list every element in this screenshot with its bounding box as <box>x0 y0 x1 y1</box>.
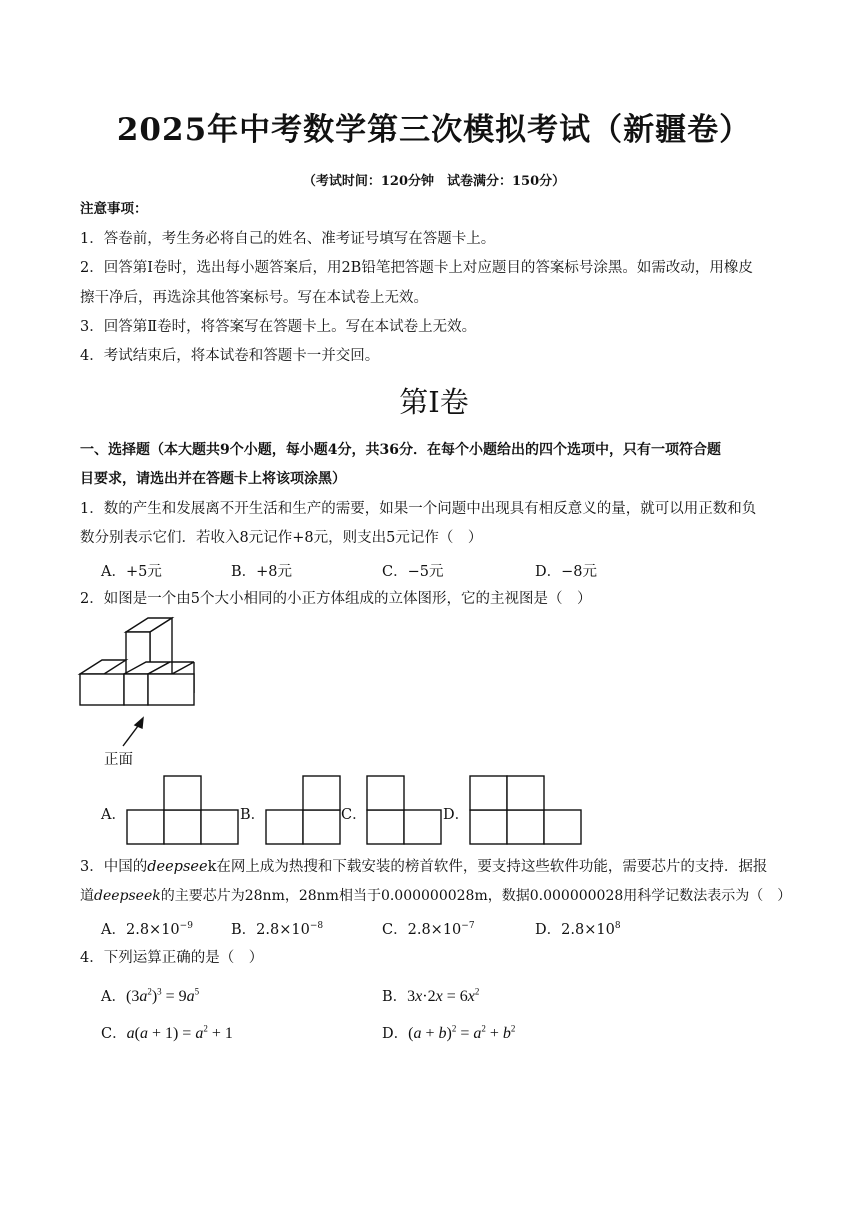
q2-option-d-label[interactable]: D． <box>443 807 470 823</box>
q1-option-c[interactable]: C．−5元 <box>382 564 444 580</box>
notice-item-3: 3．回答第Ⅱ卷时，将答案写在答题卡上。写在本试卷上无效。 <box>80 319 477 335</box>
part1-heading-b: 目要求，请选出并在答题卡上将该项涂黑） <box>80 471 346 487</box>
q3-text-b: 道deepseek的主要芯片为28nm，28nm相当于0.000000028m，数据0.000000028用科学记数法表示为（ ） <box>80 888 792 904</box>
q4-option-c[interactable]: C．$a(a + 1) = a^2 + 1$ <box>101 1023 233 1042</box>
deepseek-term-full: deepseek <box>94 888 161 904</box>
q2-option-a-label[interactable]: A． <box>101 807 126 823</box>
part1-heading-a: 一、选择题（本大题共9个小题，每小题4分，共36分．在每个小题给出的四个选项中，只有一项符合题 <box>80 442 721 458</box>
q2-text: 2．如图是一个由5个大小相同的小正方体组成的立体图形，它的主视图是（ ） <box>80 591 592 607</box>
deepseek-term: deepsee <box>147 859 208 875</box>
page-title: 2025年中考数学第三次模拟考试（新疆卷） <box>116 112 752 148</box>
cube-figure <box>76 614 201 710</box>
notice-item-2b: 擦干净后，再选涂其他答案标号。写在本试卷上无效。 <box>80 290 428 306</box>
notice-item-2a: 2．回答第Ⅰ卷时，选出每小题答案后，用2B铅笔把答题卡上对应题目的答案标号涂黑。如需改动，用橡皮 <box>80 260 753 276</box>
q3-option-c[interactable]: C．$2.8\times 10^{-7}$ <box>382 921 475 938</box>
q1-option-d[interactable]: D．−8元 <box>535 564 598 580</box>
q2-option-a-view[interactable] <box>126 774 240 846</box>
q1-text-b: 数分别表示它们．若收入8元记作+8元，则支出5元记作（ ） <box>80 530 483 546</box>
q4-option-b[interactable]: B．$3x\cdot 2x = 6x^2$ <box>382 986 480 1005</box>
notice-heading: 注意事项： <box>80 201 148 217</box>
q2-option-d-view[interactable] <box>469 774 583 846</box>
q3-option-d[interactable]: D．$2.8\times 10^8$ <box>535 921 621 938</box>
q2-option-b-view[interactable] <box>265 774 343 846</box>
q1-text-a: 1．数的产生和发展离不开生活和生产的需要，如果一个问题中出现具有相反意义的量，就可以用正数和负 <box>80 501 757 517</box>
q1-option-a[interactable]: A．+5元 <box>101 564 162 580</box>
q2-option-c-view[interactable] <box>366 774 444 846</box>
notice-item-4: 4．考试结束后，将本试卷和答题卡一并交回。 <box>80 348 380 364</box>
q4-option-a[interactable]: A．$(3a^2)^3 = 9a^5$ <box>101 986 200 1005</box>
exam-info: （考试时间：120分钟 试卷满分：150分） <box>302 174 566 189</box>
q2-option-b-label[interactable]: B． <box>240 807 266 823</box>
front-arrow-icon <box>118 716 148 748</box>
q1-option-b[interactable]: B．+8元 <box>231 564 293 580</box>
q4-text: 4．下列运算正确的是（ ） <box>80 950 264 966</box>
q2-option-c-label[interactable]: C． <box>341 807 367 823</box>
notice-item-1: 1．答卷前，考生务必将自己的姓名、准考证号填写在答题卡上。 <box>80 231 496 247</box>
front-label: 正面 <box>104 752 133 768</box>
q4-option-d[interactable]: D．$(a + b)^2 = a^2 + b^2$ <box>382 1023 516 1042</box>
q3-text-a: 3．中国的deepseek在网上成为热搜和下载安装的榜首软件，要支持这些软件功能，需要芯片的支持．据报 <box>80 859 768 875</box>
q3-option-a[interactable]: A．$2.8\times 10^{-9}$ <box>101 921 193 938</box>
section-title: 第Ⅰ卷 <box>399 385 469 419</box>
q3-option-b[interactable]: B．$2.8\times 10^{-8}$ <box>231 921 324 938</box>
